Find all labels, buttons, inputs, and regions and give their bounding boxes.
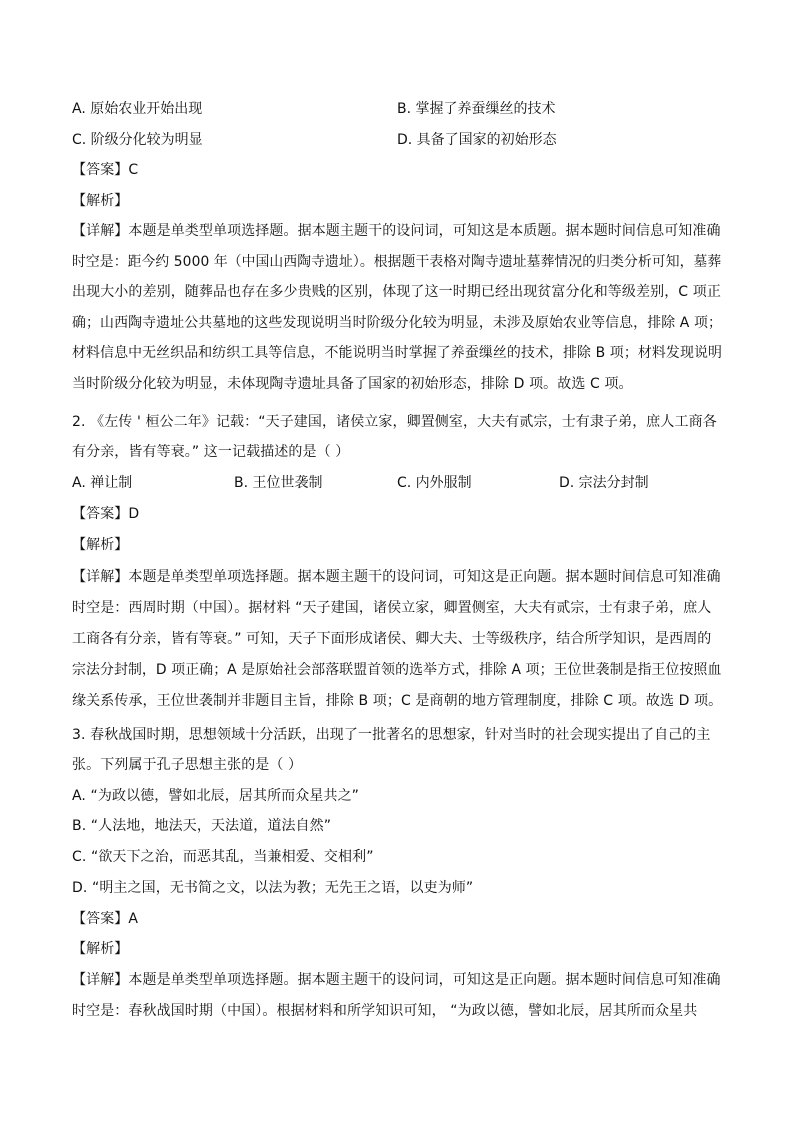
q3-stem-line: 张。下列属于孔子思想主张的是（ ）: [72, 757, 303, 773]
q1-detail-line: 时空是：距今约 5000 年（中国山西陶寺遗址）。根据题干表格对陶寺遗址墓葬情况的归类分析可知，墓葬: [72, 254, 722, 270]
q2-option-a: A. 禅让制: [72, 475, 133, 491]
q3-analysis-label: 【解析】: [72, 941, 129, 957]
q1-option-a: A. 原始农业开始出现: [72, 101, 203, 117]
q3-stem-line: 3. 春秋战国时期，思想领域十分活跃，出现了一批著名的思想家，针对当时的社会现实提出了自己的主: [72, 727, 711, 743]
q3-detail-line: 【详解】本题是单类型单项选择题。据本题主题干的设问词，可知这是正向题。据本题时间信息可知准确: [72, 972, 721, 988]
q2-stem-line: 有分亲，皆有等衰。” 这一记载描述的是（ ）: [72, 444, 350, 460]
q1-detail-line: 出现大小的差别，随葬品也存在多少贵贱的区别，体现了这一时期已经出现贫富分化和等级差别，C 项正: [72, 284, 721, 300]
q1-detail-line: 当时阶级分化较为明显，未体现陶寺遗址具备了国家的初始形态，排除 D 项。故选 C 项。: [72, 376, 633, 392]
q2-answer: 【答案】D: [72, 506, 140, 522]
q1-detail-line: 确；山西陶寺遗址公共墓地的这些发现说明当时阶级分化较为明显，未涉及原始农业等信息，排除 A 项；: [72, 315, 723, 331]
q2-option-c: C. 内外服制: [397, 475, 472, 491]
q2-option-d: D. 宗法分封制: [559, 475, 649, 491]
q1-option-c: C. 阶级分化较为明显: [72, 132, 203, 148]
q2-detail-line: 宗法分封制，D 项正确；A 是原始社会部落联盟首领的选举方式，排除 A 项；王位世袭制是指王位按照血: [72, 662, 722, 678]
q3-option-d: D. “明主之国，无书简之文，以法为教；无先王之语，以吏为师”: [72, 880, 474, 896]
q1-detail-line: 【详解】本题是单类型单项选择题。据本题主题干的设问词，可知这是本质题。据本题时间信息可知准确: [72, 223, 721, 239]
q1-option-d: D. 具备了国家的初始形态: [397, 132, 557, 148]
q3-option-b: B. “人法地，地法天，天法道，道法自然”: [72, 818, 332, 834]
q1-answer: 【答案】C: [72, 162, 139, 178]
q3-option-a: A. “为政以德，譬如北辰，居其所而众星共之”: [72, 788, 360, 804]
q3-option-c: C. “欲天下之治，而恶其乱，当兼相爱、交相利”: [72, 849, 374, 865]
q1-detail-line: 材料信息中无丝织品和纺织工具等信息，不能说明当时掌握了养蚕缫丝的技术，排除 B 项；材料发现说明: [72, 345, 723, 361]
q1-option-b: B. 掌握了养蚕缫丝的技术: [397, 101, 556, 117]
q2-option-b: B. 王位世袭制: [234, 475, 323, 491]
q2-detail-line: 【详解】本题是单类型单项选择题。据本题主题干的设问词，可知这是正向题。据本题时间信息可知准确: [72, 569, 721, 585]
q3-detail-line: 时空是：春秋战国时期（中国）。根据材料和所学知识可知， “为政以德，譬如北辰，居其所而众星共: [72, 1003, 698, 1019]
q2-detail-line: 时空是：西周时期（中国）。据材料 “天子建国，诸侯立家，卿置侧室，大夫有贰宗，士有隶子弟，庶人: [72, 600, 712, 616]
q1-analysis-label: 【解析】: [72, 193, 129, 209]
q2-stem-line: 2. 《左传 ' 桓公二年》记载：“天子建国，诸侯立家，卿置侧室，大夫有贰宗，士有隶子弟，庶人工商各: [72, 414, 717, 430]
q2-detail-line: 缘关系传承，王位世袭制并非题目主旨，排除 B 项；C 是商朝的地方管理制度，排除 C 项。故选 D 项。: [72, 693, 723, 709]
q3-answer: 【答案】A: [72, 911, 139, 927]
q2-detail-line: 工商各有分亲，皆有等衰。” 可知，天子下面形成诸侯、卿大夫、士等级秩序，结合所学知识，是西周的: [72, 631, 712, 647]
q2-analysis-label: 【解析】: [72, 537, 129, 553]
